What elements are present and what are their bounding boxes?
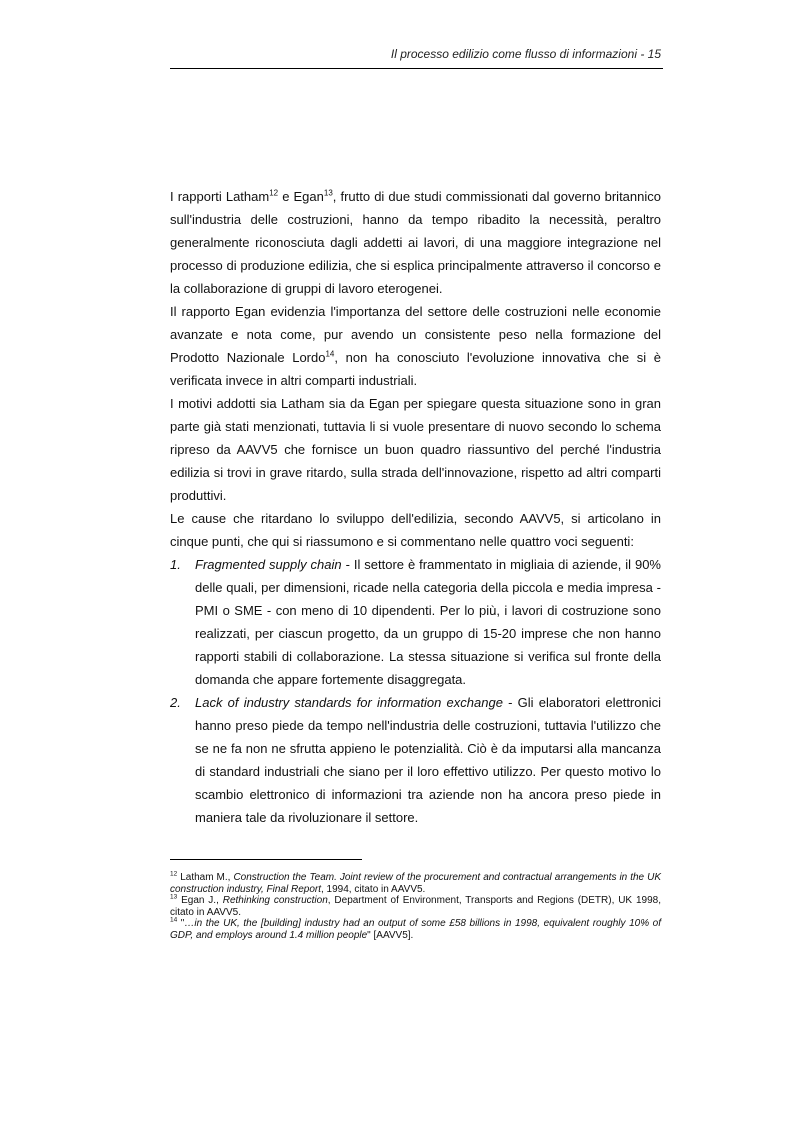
- footnote-13: [170, 895, 661, 918]
- text-run: Il rapporto Egan evidenzia l'importanza del settore delle costruzioni nelle economie avanzate e nota come, pur avendo un consistente peso nella formazione del Prodotto Nazionale Lordo: [170, 304, 661, 365]
- footnote-12: [170, 872, 661, 895]
- text-run-italic: Construction the Team. Joint review of the procurement and contractual arrangements in the UK construction industry, Final Report: [170, 872, 661, 895]
- footnote-mark: 12: [170, 870, 178, 878]
- text-run: Latham M.,: [177, 872, 234, 883]
- footnote-mark: 13: [170, 893, 178, 901]
- body-text: [170, 185, 661, 829]
- footnote-ref-14[interactable]: 14: [325, 349, 335, 359]
- text-run: ": [177, 918, 185, 929]
- text-run: Egan J.,: [177, 895, 223, 906]
- footnotes: [170, 872, 661, 941]
- text-run: I rapporti Latham: [170, 189, 270, 204]
- list-text: - Gli elaboratori elettronici hanno preso piede da tempo nell'industria delle costruzioni, tuttavia l'utilizzo che se ne fa non ne sfrutta appieno le potenzialità. Ciò è da imputarsi alla mancanza di standard industriali che siano per il loro effettivo utilizzo. Per questo motivo lo scambio elettronico di informazioni tra aziende non ha ancora preso piede in maniera tale da rivoluzionare il settore.: [195, 695, 661, 825]
- list-number: 2.: [170, 695, 181, 710]
- list-text: - Il settore è frammentato in migliaia di aziende, il 90% delle quali, per dimensioni, ricade nella categoria della piccola e media impresa - PMI o SME - con meno di 10 dipendenti. Per lo più, i lavori di costruzione sono realizzati, per ciascun progetto, da un gruppo di 15-20 imprese che non hanno rapporti stabili di collaborazione. La stessa situazione si verifica sul fronte della domanda che appare fortemente disaggregata.: [195, 557, 661, 687]
- text-run: " [AAVV5].: [367, 929, 414, 941]
- footnote-ref-12[interactable]: 12: [269, 188, 279, 198]
- text-run: e Egan: [278, 189, 324, 204]
- paragraph-4: Le cause che ritardano lo sviluppo dell'edilizia, secondo AAVV5, si articolano in cinque punti, che qui si riassumono e si commentano nelle quattro voci seguenti:: [170, 511, 661, 549]
- paragraph-3: I motivi addotti sia Latham sia da Egan per spiegare questa situazione sono in gran parte già stati menzionati, tuttavia li si vuole presentare di nuovo secondo lo schema ripreso da AAVV5 che fornisce un buon quadro riassuntivo del perché l'industria edilizia si trovi in grave ritardo, sulla strada dell'innovazione, rispetto ad altri comparti produttivi.: [170, 396, 661, 503]
- footnote-14: [170, 918, 661, 941]
- text-run: , non ha conosciuto l'evoluzione innovativa che si è verificata invece in altri comparti industriali.: [170, 350, 662, 388]
- text-run: , 1994, citato in AAVV5.: [321, 883, 426, 895]
- text-run: , frutto di due studi commissionati dal governo britannico sull'industria delle costruzioni, hanno da tempo ribadito la necessità, peraltro generalmente riconosciuta dagli addetti ai lavori, di una maggiore integrazione nel processo di produzione edilizia, che si esplica principalmente attraverso il concorso e la collaborazione di gruppi di lavoro eterogenei.: [170, 189, 661, 296]
- list-term: Lack of industry standards for information exchange: [195, 695, 503, 710]
- footnote-ref-13[interactable]: 13: [323, 188, 333, 198]
- text-run-italic: Rethinking construction: [222, 895, 328, 906]
- paragraph-1: [170, 185, 661, 300]
- paragraph-2: [170, 300, 661, 392]
- running-header: Il processo edilizio come flusso di informazioni - 15: [390, 47, 661, 61]
- footnote-rule: [170, 859, 362, 860]
- header-rule: [170, 68, 663, 69]
- text-run: , Department of Environment, Transports and Regions (DETR), UK 1998, citato in AAVV5.: [170, 895, 661, 918]
- footnote-mark: 14: [170, 916, 178, 924]
- list-term: Fragmented supply chain: [195, 557, 342, 572]
- list-item: [170, 691, 661, 829]
- list-item: [170, 553, 661, 691]
- numbered-list: [170, 553, 661, 829]
- list-number: 1.: [170, 557, 181, 572]
- text-run-italic: …in the UK, the [building] industry had an output of some £58 billions in 1998, equivalent roughly 10% of GDP, and employs around 1.4 million people: [170, 918, 662, 941]
